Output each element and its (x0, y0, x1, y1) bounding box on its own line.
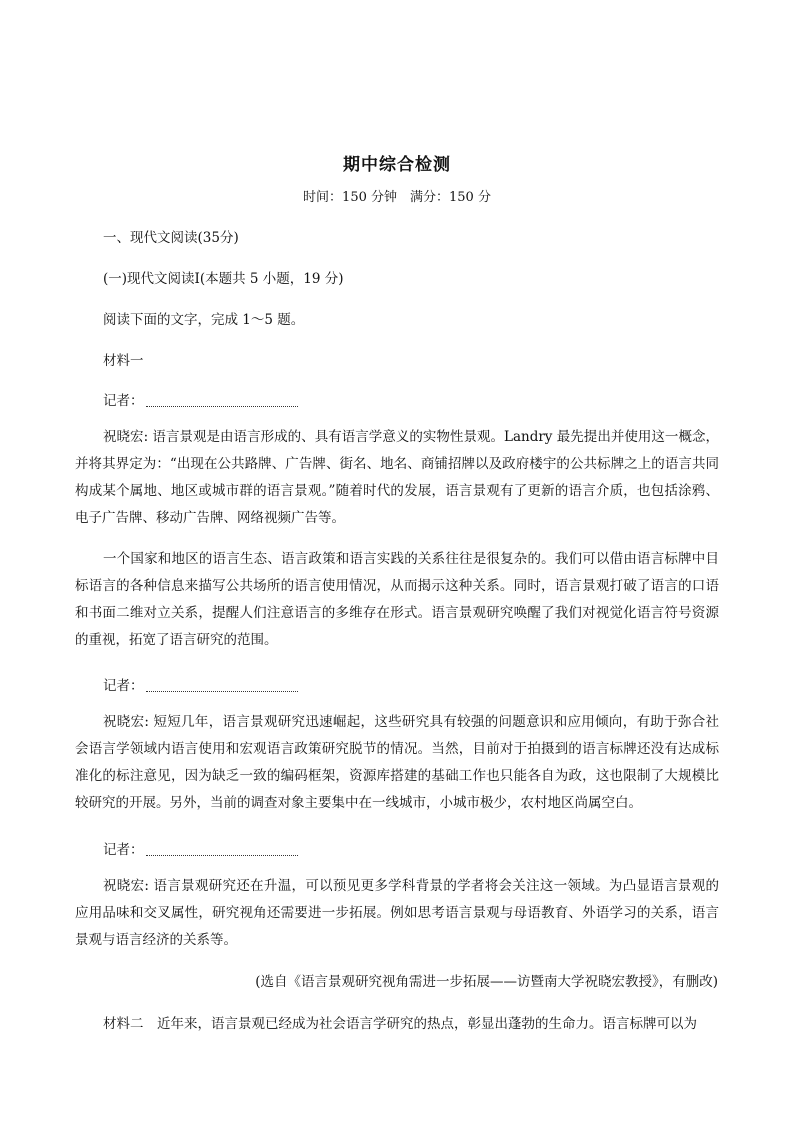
answer-blank (146, 845, 298, 856)
answer-blank (146, 396, 298, 407)
reporter-question-blank-2 (103, 674, 298, 694)
reporter-label: 记者： (103, 842, 144, 858)
reporter-question-blank-3 (103, 838, 298, 858)
interview-paragraph-1: 祝晓宏: 语言景观是由语言形成的、具有语言学意义的实物性景观。Landry 最先提出并使用这一概念，并将其界定为：“出现在公共路牌、广告牌、街名、地名、商铺招牌以及政府楼宇的公共标牌之上的语言共同构成某个属地、地区或城市群的语言景观。”随着时代的发展，语言景观有了更新的语言介质，也包括涂鸦、电子广告牌、移动广告牌、网络视频广告等。 (75, 429, 719, 526)
material-two-paragraph: 材料二 近年来，语言景观已经成为社会语言学研究的热点，彰显出蓬勃的生命力。语言标牌可以为 (103, 1016, 697, 1032)
reporter-label: 记者： (103, 678, 144, 694)
answer-blank (146, 681, 298, 692)
reporter-question-blank-1 (103, 389, 298, 409)
reporter-label: 记者： (103, 393, 144, 409)
instruction-text: 阅读下面的文字，完成 1～5 题。 (103, 312, 305, 328)
subsection-heading: (一)现代文阅读Ⅰ(本题共 5 小题，19 分) (103, 271, 344, 287)
interview-paragraph-4: 祝晓宏: 语言景观研究还在升温，可以预见更多学科背景的学者将会关注这一领域。为凸显语言景观的应用品味和交叉属性，研究视角还需要进一步拓展。例如思考语言景观与母语教育、外语学习的关系，语言景观与语言经济的关系等。 (75, 878, 719, 948)
interview-paragraph-3: 祝晓宏: 短短几年，语言景观研究迅速崛起，这些研究具有较强的问题意识和应用倾向，有助于弥合社会语言学领域内语言使用和宏观语言政策研究脱节的情况。当然，目前对于拍摄到的语言标牌还没有达成标准化的标注意见，因为缺乏一致的编码框架，资源库搭建的基础工作也只能各自为政，这也限制了大规模比较研究的开展。另外，当前的调查对象主要集中在一线城市，小城市极少，农村地区尚属空白。 (75, 714, 719, 811)
section-heading: 一、现代文阅读(35分) (103, 230, 239, 246)
interview-paragraph-2: 一个国家和地区的语言生态、语言政策和语言实践的关系往往是很复杂的。我们可以借由语言标牌中目标语言的各种信息来描写公共场所的语言使用情况，从而揭示这种关系。同时，语言景观打破了语言的口语和书面二维对立关系，提醒人们注意语言的多维存在形式。语言景观研究唤醒了我们对视觉化语言符号资源的重视，拓宽了语言研究的范围。 (75, 551, 719, 648)
source-citation: (选自《语言景观研究视角需进一步拓展——访暨南大学祝晓宏教授》，有删改) (255, 974, 718, 990)
material-label: 材料一 (103, 353, 144, 369)
page-title: 期中综合检测 (343, 155, 451, 175)
exam-info: 时间：150 分钟 满分：150 分 (303, 190, 491, 205)
